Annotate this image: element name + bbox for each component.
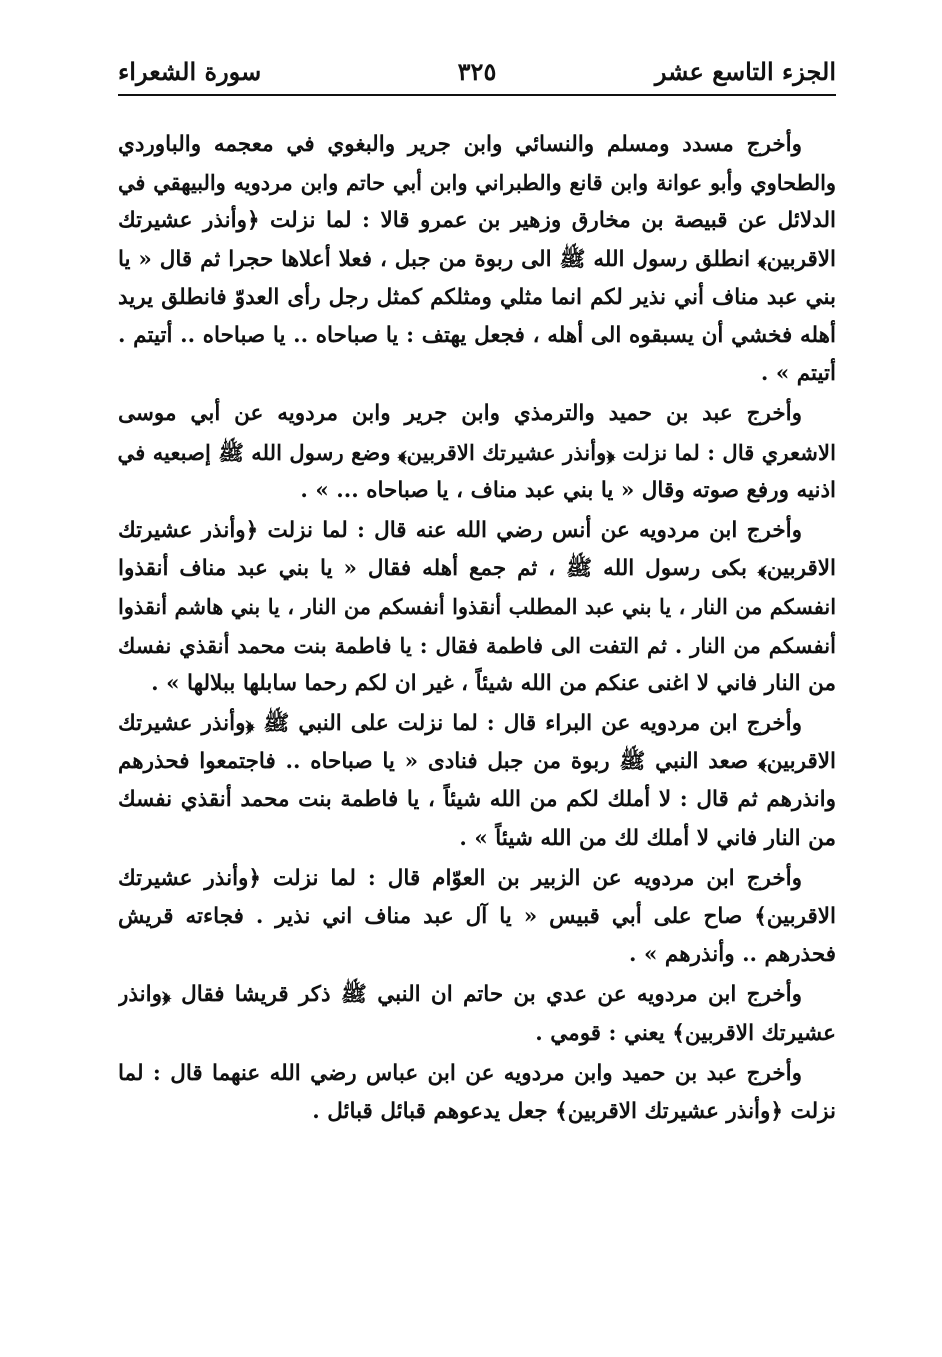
- text-line: وأخرج ابن مردويه عن أنس رضي الله عنه قال : لما نزلت ﴿وأنذر عشيرتك: [118, 518, 802, 544]
- text-line: الاقربين﴾ صعد النبي ﷺ ربوة من جبل فنادى « يا صباحاه .. فاجتمعوا فحذرهم: [118, 749, 836, 775]
- page-body: [118, 126, 836, 1131]
- header-rule: [118, 94, 836, 96]
- text-line: وأخرج ابن مردويه عن البراء قال : لما نزلت على النبي ﷺ ﴿وأنذر عشيرتك: [118, 711, 802, 737]
- paragraph: [118, 395, 836, 510]
- text-line: أهله فخشي أن يسبقوه الى أهله ، فجعل يهتف : يا صباحاه .. يا صباحاه .. أتيتم .: [118, 323, 836, 349]
- surah-title: سورة الشعراء: [118, 57, 262, 86]
- paragraph: [118, 512, 836, 703]
- paragraph: [118, 976, 836, 1052]
- text-line: بني عبد مناف أني نذير لكم انما مثلي ومثلكم كمثل رجل رأى العدوّ فانطلق يريد: [118, 284, 836, 310]
- text-line: وأخرج ابن مردويه عن عدي بن حاتم ان النبي ﷺ ذكر قريشا فقال ﴿وانذر: [118, 982, 802, 1008]
- paragraph: [118, 860, 836, 975]
- text-line: من النار فاني لا اغنى عنكم من الله شيئاً ، غير ان لكم رحما سابلها ببلالها » .: [151, 670, 836, 696]
- text-line: من النار فاني لا أملك لك من الله شيئاً » .: [459, 825, 836, 851]
- paragraph: [118, 126, 836, 393]
- text-line: أنفسكم من النار . ثم التفت الى فاطمة فقال : يا فاطمة بنت محمد أنقذي نفسك: [118, 632, 836, 658]
- text-line: وأخرج مسدد ومسلم والنسائي وابن جرير والبغوي في معجمه والباوردي: [118, 132, 802, 157]
- text-line: الاقربين﴾ صاح على أبي قبيس « يا آل عبد مناف اني نذير . فجاءته قريش: [118, 904, 836, 930]
- text-line: والطحاوي وأبو عوانة وابن قانع والطبراني وابن أبي حاتم وابن مردويه والبيهقي في: [118, 170, 836, 196]
- text-line: اذنيه ورفع صوته وقال « يا بني عبد مناف ، يا صباحاه ... » .: [300, 477, 836, 503]
- text-line: أتيتم » .: [760, 361, 836, 387]
- text-line: الاقربين﴾ بكى رسول الله ﷺ ، ثم جمع أهله فقال « يا بني عبد مناف أنقذوا: [118, 556, 836, 582]
- text-line: وأخرج عبد بن حميد والترمذي وابن جرير وابن مردويه عن أبي موسى: [118, 401, 802, 427]
- text-line: انفسكم من النار ، يا بني عبد المطلب أنقذوا أنفسكم من النار ، يا بني هاشم أنقذوا: [118, 594, 836, 620]
- text-line: الاقربين﴾ انطلق رسول الله ﷺ الى ربوة من جبل ، فعلا أعلاها حجرا ثم قال « يا: [118, 246, 836, 272]
- page-header: [118, 42, 836, 86]
- text-line: وأخرج عبد بن حميد وابن مردويه عن ابن عباس رضي الله عنهما قال : لما: [118, 1060, 802, 1086]
- text-line: وانذرهم ثم قال : لا أملك لكم من الله شيئاً ، يا فاطمة بنت محمد أنقذي نفسك: [118, 787, 836, 813]
- text-line: الدلائل عن قبيصة بن مخارق وزهير بن عمرو قالا : لما نزلت ﴿وأنذر عشيرتك: [118, 208, 836, 234]
- text-line: وأخرج ابن مردويه عن الزبير بن العوّام قال : لما نزلت ﴿وأنذر عشيرتك: [118, 865, 802, 891]
- text-line: فحذرهم .. وأنذرهم » .: [629, 942, 836, 968]
- text-line: الاشعري قال : لما نزلت ﴿وأنذر عشيرتك الاقربين﴾ وضع رسول الله ﷺ إصبعيه في: [118, 439, 836, 465]
- paragraph: [118, 705, 836, 858]
- page-number: ٣٢٥: [457, 57, 497, 86]
- paragraph: [118, 1055, 836, 1131]
- text-line: عشيرتك الاقربين﴾ يعني : قومي .: [535, 1020, 836, 1046]
- part-title: الجزء التاسع عشر: [654, 57, 836, 86]
- text-line: نزلت ﴿وأنذر عشيرتك الاقربين﴾ جعل يدعوهم قبائل قبائل .: [312, 1099, 836, 1125]
